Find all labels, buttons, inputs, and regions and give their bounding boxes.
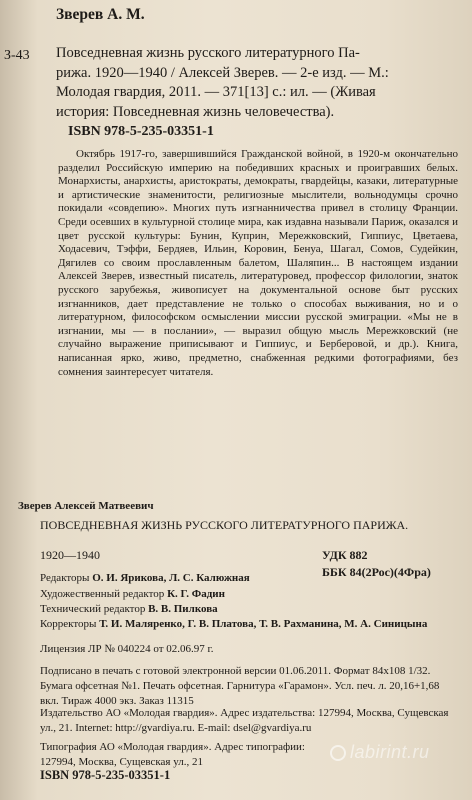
watermark-text: labirint.ru [350,742,430,762]
staff-names: К. Г. Фадин [167,588,225,600]
udk-code: УДК 882 [322,548,368,562]
staff-line [40,588,225,600]
staff-line [40,618,427,630]
catalog-description-line: рижа. 1920—1940 / Алексей Зверев. — 2-е изд. — М.: [56,64,389,81]
imprint-years: 1920—1940 [40,548,100,562]
catalog-class-code: З-43 [4,48,30,63]
imprint-title: ПОВСЕДНЕВНАЯ ЖИЗНЬ РУССКОГО ЛИТЕРАТУРНОГО ПАРИЖА. [40,518,409,532]
staff-line [40,572,250,584]
staff-names: В. В. Пилкова [148,603,218,615]
staff-role: Корректоры [40,618,100,630]
staff-role: Художественный редактор [40,588,168,600]
bbk-code: ББК 84(2Рос)(4Фра) [322,565,431,579]
print-details: Подписано в печать с готовой электронной версии 01.06.2011. Формат 84х108 1/32. Бумага офсетная №1. Печать офсетная. Гарнитура «Гарамон». Усл. печ. л. 20,16+1,68 вкл. Тираж 4000 экз. Заказ 11315 [40,665,440,707]
printer-address: Типография АО «Молодая гвардия». Адрес типографии: 127994, Москва, Сущевская ул., 21 [40,741,305,768]
imprint-author: Зверев Алексей Матвеевич [18,500,154,512]
footer-isbn: ISBN 978-5-235-03351-1 [40,768,171,782]
catalog-isbn: ISBN 978-5-235-03351-1 [68,124,214,139]
license-line: Лицензия ЛР № 040224 от 02.06.97 г. [40,643,214,655]
labirint-logo-icon [330,745,346,761]
staff-role: Редакторы [40,572,93,584]
catalog-description-line: Молодая гвардия, 2011. — 371[13] с.: ил. — (Живая [56,84,376,100]
staff-line [40,603,218,615]
catalog-description [56,44,461,122]
catalog-description-line: Повседневная жизнь русского литературного Па- [56,45,360,61]
annotation-paragraph: Октябрь 1917-го, завершившийся Гражданской войной, в 1920-м окончательно разделил Российскую империю на победивших красных и проигравших белых. Монархисты, анархисты, аристократы, демократы, гвардейцы, казаки, литературные и артистические знаменитости, религиозные мыслители, вольнодумцы срочно покидали «совдепию». Многих путь изгнанничества привел в столицу Франции. Среди осевших в культурной столице мира, как издавна называли Париж, оказался и цвет русской культуры: Бунин, Куприн, Мережковский, Гиппиус, Цветаева, Ходасевич, Тэффи, Бердяев, Ильин, Коровин, Бенуа, Шагал, Сомов, Судейкин, Дягилев со своим прославленным балетом, Шаляпин... В настоящем издании Алексей Зверев, известный писатель, литературовед, профессор филологии, знаток русского зарубежья, живописует на документальной основе быт русских изгнанников, дает представление не только о способах выживания, но и о литературном, философском осмыслении миссии русской эмиграции. «Мы не в изгнании, мы — в послании», — выразил общую мысль Мережковский (не случайно выражение приписывают и Гиппиус, и Берберовой, и др.). Книга, написанная ярко, живо, предметно, снабженная редкими фотографиями, без сомнения заинтересует читателя. [58,148,458,378]
catalog-description-line: история: Повседневная жизнь человечества). [56,103,335,120]
staff-names: О. И. Ярикова, Л. С. Калюжная [92,572,250,584]
staff-names: Т. И. Маляренко, Г. В. Платова, Т. В. Рахманина, М. А. Синицына [99,618,428,630]
publisher-address: Издательство АО «Молодая гвардия». Адрес издательства: 127994, Москва, Сущевская ул., 21. Internet: http://gvardiya.ru. E-mail: dsel@gvardiya.ru [40,707,449,734]
staff-role: Технический редактор [40,603,149,615]
catalog-author: Зверев А. М. [56,6,145,23]
watermark [330,742,430,763]
